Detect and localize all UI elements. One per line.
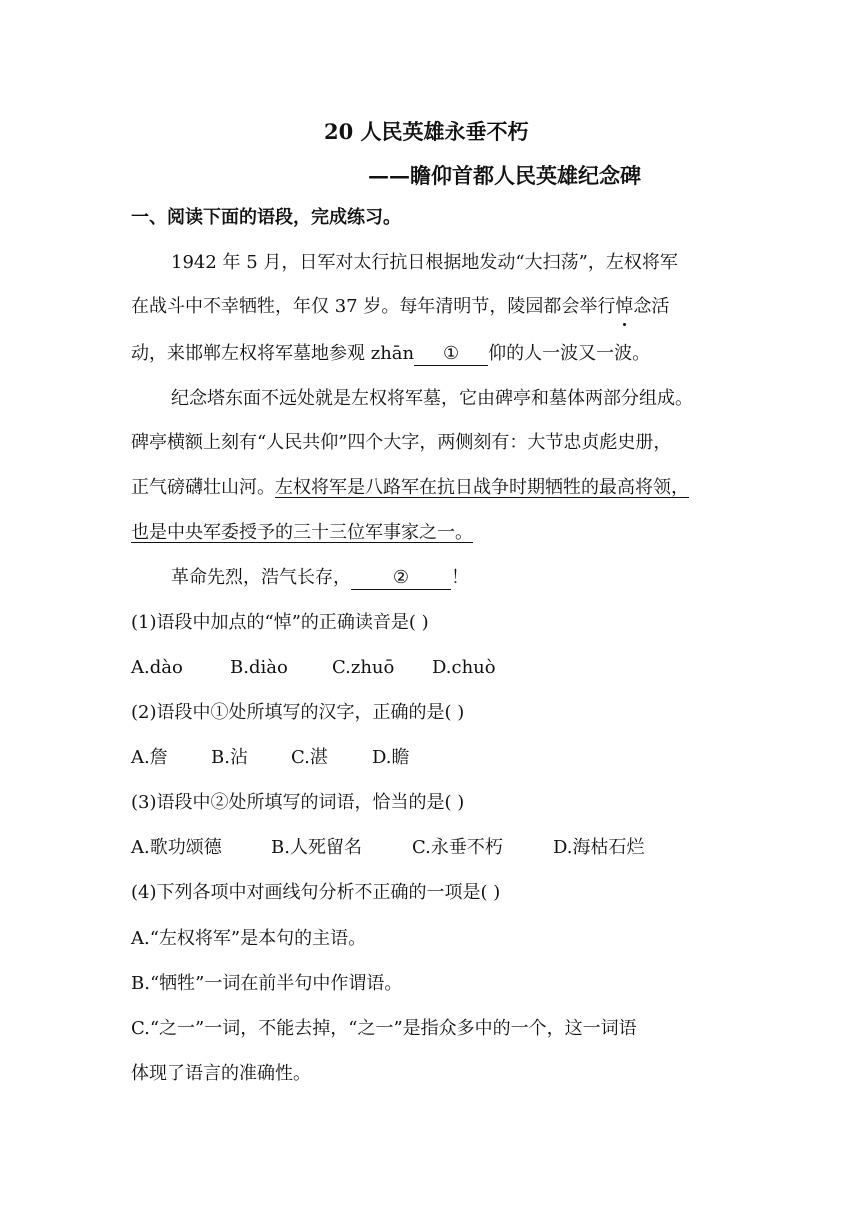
option: B.“牺牲”一词在前半句中作谓语。 (131, 973, 403, 994)
lesson-title: 20 人民英雄永垂不朽 (324, 119, 529, 144)
passage-line (131, 341, 650, 367)
question-stem: (2)语段中①处所填写的汉字，正确的是( ) (131, 702, 465, 723)
option: A.dào (131, 657, 183, 678)
option: D.chuò (432, 657, 496, 678)
option: A.“左权将军”是本句的主语。 (131, 928, 367, 949)
underlined-sentence: 左权将军是八路军在抗日战争时期牺牲的最高将领， (275, 477, 689, 498)
question-stem: (3)语段中②处所填写的词语，恰当的是( ) (131, 792, 465, 813)
option-continuation: 体现了语言的准确性。 (131, 1063, 311, 1084)
passage-text: 在战斗中不幸牺牲，年仅 37 岁。每年清明节，陵园都会举行 (131, 296, 616, 317)
dotted-character: 悼 (615, 294, 633, 320)
passage-text: 动，来邯郸左权将军墓地参观 zhān (131, 343, 415, 364)
passage-line: 碑亭横额上刻有“人民共仰”四个大字，两侧刻有：大节忠贞彪史册， (131, 432, 672, 453)
question-options (131, 745, 410, 771)
passage-line: 1942 年 5 月，日军对太行抗日根据地发动“大扫荡”，左权将军 (171, 252, 678, 273)
passage-text: ！ (451, 567, 469, 588)
passage-text: 革命先烈，浩气长存， (171, 567, 351, 588)
passage-line (171, 565, 469, 591)
passage-text: 念活 (633, 296, 670, 317)
fill-blank-2: ② (351, 567, 451, 590)
passage-text: 仰的人一波又一波。 (488, 343, 651, 364)
option: C.“之一”一词，不能去掉，“之一”是指众多中的一个，这一词语 (131, 1018, 637, 1039)
option: C.zhuō (332, 657, 395, 678)
option: C.永垂不朽 (412, 837, 503, 858)
lesson-subtitle: ——瞻仰首都人民英雄纪念碑 (368, 163, 641, 188)
option: B.diào (230, 657, 288, 678)
question-stem: (1)语段中加点的“悼”的正确读音是( ) (131, 612, 429, 633)
option: A.歌功颂德 (131, 837, 222, 858)
fill-blank-1: ① (414, 343, 488, 366)
passage-line: 纪念塔东面不远处就是左权将军墓，它由碑亭和墓体两部分组成。 (171, 388, 693, 409)
section-heading: 一、阅读下面的语段，完成练习。 (131, 207, 401, 228)
question-options (131, 655, 496, 681)
option: D.瞻 (372, 747, 410, 768)
passage-text: 正气磅礴壮山河。 (131, 477, 275, 498)
question-stem: (4)下列各项中对画线句分析不正确的一项是( ) (131, 882, 501, 903)
passage-line (131, 520, 485, 546)
underlined-sentence: 也是中央军委授予的三十三位军事家之一。 (131, 522, 473, 543)
question-options (131, 835, 645, 861)
passage-line (131, 475, 689, 501)
passage-line (131, 294, 669, 320)
option: B.沾 (211, 747, 248, 768)
option: B.人死留名 (271, 837, 362, 858)
option: C.湛 (291, 747, 328, 768)
option: A.詹 (131, 747, 168, 768)
option: D.海枯石烂 (553, 837, 645, 858)
